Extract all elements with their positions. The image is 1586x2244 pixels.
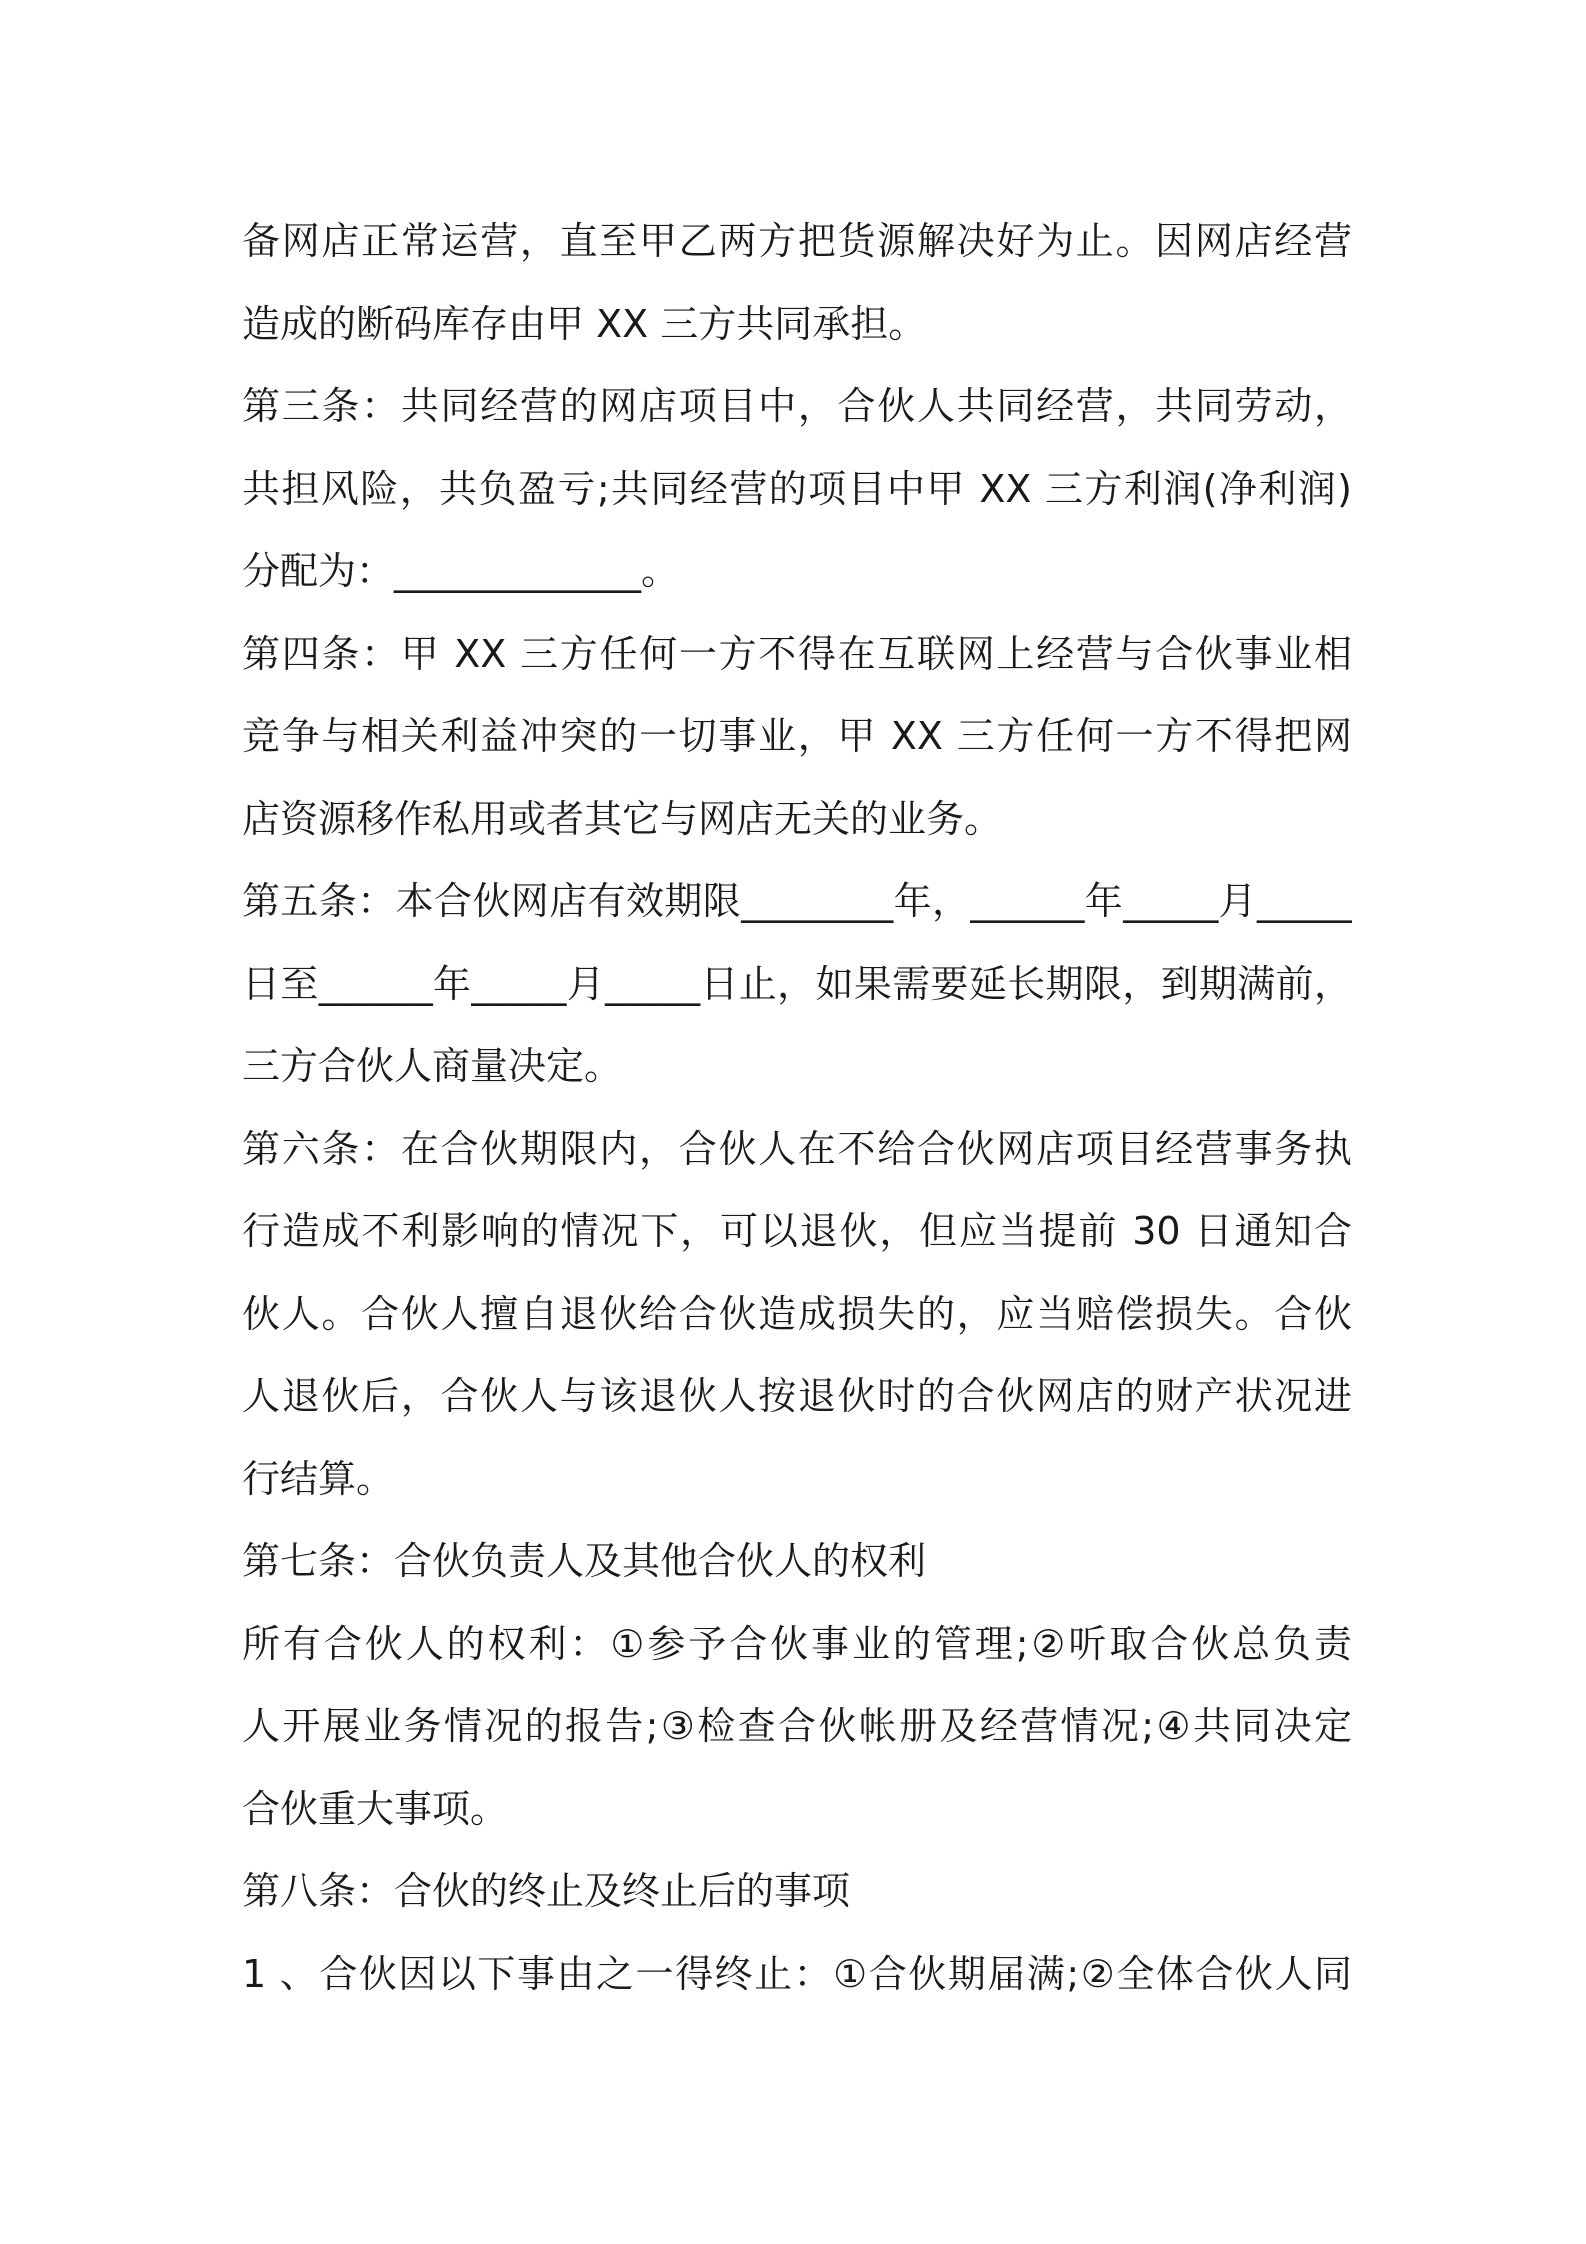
text-line: 店资源移作私用或者其它与网店无关的业务。 <box>242 796 1003 841</box>
text-line: 第七条：合伙负责人及其他合伙人的权利 <box>242 1539 927 1583</box>
text-line: 伙人。合伙人擅自退伙给合伙造成损失的，应当赔偿损失。合伙 <box>242 1291 1352 1336</box>
text-line: 人开展业务情况的报告;③检查合伙帐册及经营情况;④共同决定 <box>242 1704 1352 1748</box>
text-line: 备网店正常运营，直至甲乙两方把货源解决好为止。因网店经营 <box>242 219 1352 263</box>
document-body <box>242 200 1352 2015</box>
text-line: 行造成不利影响的情况下，可以退伙，但应当提前 30 日通知合 <box>242 1209 1352 1253</box>
text-line: 所有合伙人的权利：①参予合伙事业的管理;②听取合伙总负责 <box>242 1621 1352 1666</box>
text-line: 合伙重大事项。 <box>242 1786 509 1831</box>
text-line: 竞争与相关利益冲突的一切事业，甲 XX 三方任何一方不得把网 <box>242 714 1352 758</box>
text-line: 共担风险，共负盈亏;共同经营的项目中甲 XX 三方利润(净利润) <box>242 466 1352 511</box>
text-line: 造成的断码库存由甲 XX 三方共同承担。 <box>242 301 927 346</box>
text-line: 第八条：合伙的终止及终止后的事项 <box>242 1869 851 1913</box>
text-line: 第三条：共同经营的网店项目中，合伙人共同经营，共同劳动， <box>242 384 1352 428</box>
text-line: 分配为：_____________。 <box>242 549 680 593</box>
text-line: 第六条：在合伙期限内，合伙人在不给合伙网店项目经营事务执 <box>242 1126 1352 1171</box>
text-line: 日至______年_____月_____日止，如果需要延长期限，到期满前， <box>242 961 1352 1006</box>
text-line: 第五条：本合伙网店有效期限________年，______年_____月_____ <box>242 879 1352 923</box>
text-line: 第四条：甲 XX 三方任何一方不得在互联网上经营与合伙事业相 <box>242 631 1352 676</box>
text-line: 1 、合伙因以下事由之一得终止：①合伙期届满;②全体合伙人同 <box>242 1951 1352 1996</box>
text-line: 三方合伙人商量决定。 <box>242 1044 623 1088</box>
text-line: 行结算。 <box>242 1456 395 1501</box>
text-line: 人退伙后，合伙人与该退伙人按退伙时的合伙网店的财产状况进 <box>242 1374 1352 1418</box>
